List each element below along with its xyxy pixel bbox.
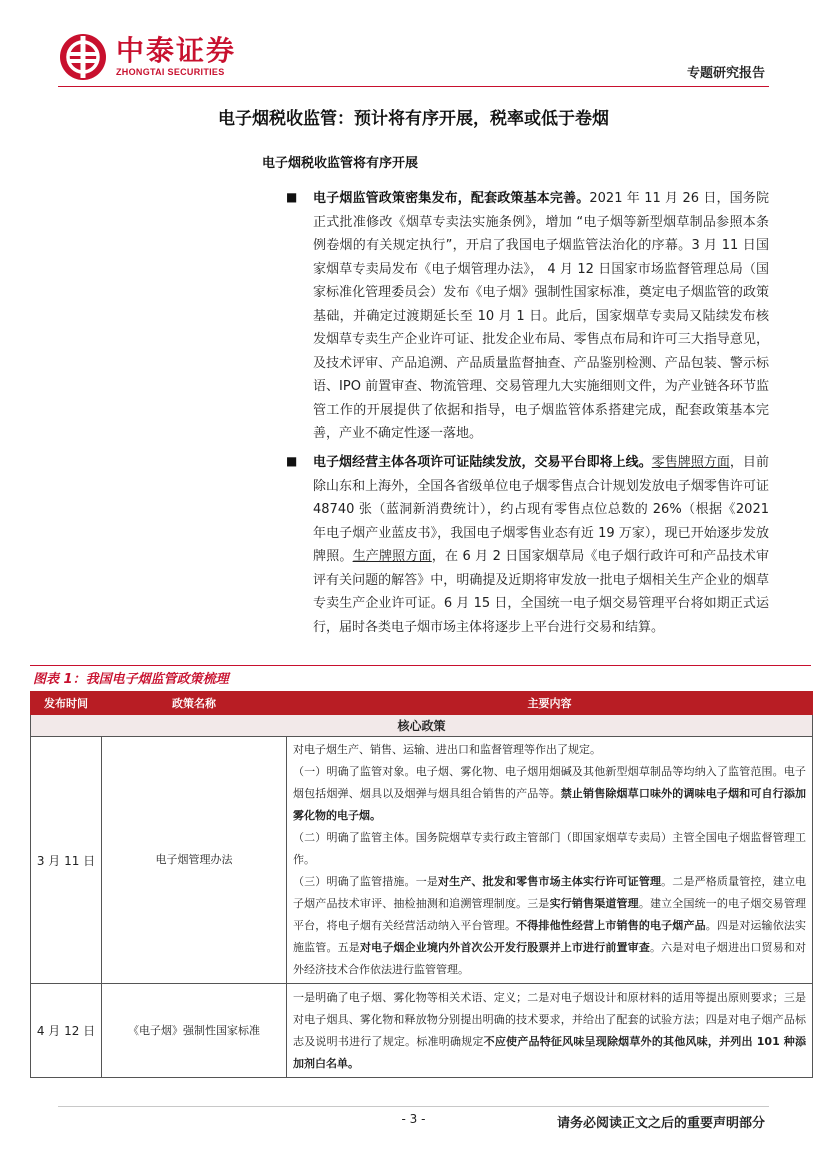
content-text: （一）明确了监管对象。电子烟、雾化物、电子烟用烟碱及其他新型烟草制品等均纳入了监管范围。电子烟包括烟弹、烟具以及烟弹与烟具组合销售的产品等。 — [293, 765, 806, 800]
paragraph-body: ，目前除山东和上海外，全国各省级单位电子烟零售点合计规划发放电子烟零售许可证 48740 张（蓝洞新消费统计），约占现有零售点位总数的 26%（根据《2021 年电子烟产业蓝皮书》，我国电子烟零售业态有近 19 万家），现已开始逐步发放牌照。 — [313, 455, 769, 564]
logo-chinese-name: 中泰证券 — [116, 34, 237, 67]
logo-english-name: ZHONGTAI SECURITIES — [116, 67, 225, 77]
table-row — [31, 984, 813, 1078]
paragraph-body: ，在 6 月 2 日国家烟草局《电子烟行政许可和产品技术审评有关问题的解答》中，明确提及近期将审发放一批电子烟相关生产企业的烟草专卖生产企业许可证。6 月 15 日，全国统一电子烟交易管理平台将如期正式运行，届时各类电子烟市场主体将逐步上平台进行交易和结算。 — [313, 549, 769, 635]
page-title: 电子烟税收监管：预计将有序开展，税率或低于卷烟 — [218, 109, 609, 129]
figure-title: 图表 1：我国电子烟监管政策梳理 — [33, 672, 229, 687]
company-logo — [58, 32, 236, 82]
table-row — [31, 737, 813, 984]
row-policy-name: 《电子烟》强制性国家标准 — [102, 984, 287, 1078]
paragraph-lead: 电子烟经营主体各项许可证陆续发放，交易平台即将上线。 — [313, 455, 652, 470]
production-license-heading: 生产牌照方面 — [352, 549, 432, 564]
content-emphasis: 不得排他性经营上市销售的电子烟产品 — [516, 919, 706, 932]
content-text: 。四是对运输依法实施监管。五是 — [293, 919, 807, 954]
row-policy-name: 电子烟管理办法 — [102, 737, 287, 984]
bullet-square-icon: ■ — [286, 454, 298, 468]
paragraph-policy — [313, 187, 769, 446]
table-group-row: 核心政策 — [31, 715, 813, 737]
column-header-date: 发布时间 — [31, 692, 102, 715]
content-text: 。六是对电子烟进出口贸易和对外经济技术合作依法进行监管管理。 — [293, 941, 807, 976]
paragraph-licenses — [313, 451, 769, 639]
content-paragraph: （二）明确了监管主体。国务院烟草专卖行政主管部门（即国家烟草专卖局）主管全国电子烟监督管理工作。 — [293, 831, 806, 866]
footer-disclaimer: 请务必阅读正文之后的重要声明部分 — [556, 1116, 765, 1131]
content-paragraph — [293, 761, 806, 827]
row-content — [287, 984, 813, 1078]
row-date: 3 月 11 日 — [31, 737, 102, 984]
report-type-label: 专题研究报告 — [686, 66, 765, 81]
content-emphasis: 对电子烟企业境内外首次公开发行股票并上市进行前置审查 — [359, 941, 650, 954]
page-number: - 3 - — [401, 1112, 426, 1126]
content-emphasis: 不应使产品特征风味呈现除烟草外的其他风味，并列出 101 种添加剂白名单。 — [293, 1034, 806, 1070]
figure-top-divider — [30, 665, 811, 666]
paragraph-body: 2021 年 11 月 26 日，国务院正式批准修改《烟草专卖法实施条例》，增加 “电子烟等新型烟草制品参照本条例卷烟的有关规定执行”，开启了我国电子烟监管法治化的序幕。3 月 11 日国家烟草专卖局发布《电子烟管理办法》， 4 月 12 日国家市场监督管理总局（国家标准化管理委员会）发布《电子烟》强制性国家标准，奠定电子烟监管的政策基础，并确定过渡期延长至 10 月 1 日。此后，国家烟草专卖局又陆续发布核发烟草专卖生产企业许可证、批发企业布局、零售点布局和许可三大指导意见，及技术评审、产品追溯、产品质量监督抽查、产品鉴别检测、产品包装、警示标语、IPO 前置审查、物流管理、交易管理九大实施细则文件，为产业链各环节监管工作的开展提供了依据和指导，电子烟监管体系搭建完成，配套政策基本完善，产业不确定性逐一落地。 — [313, 191, 769, 441]
row-date: 4 月 12 日 — [31, 984, 102, 1078]
content-text: 一是明确了电子烟、雾化物等相关术语、定义；二是对电子烟设计和原材料的适用等提出原则要求；三是对电子烟具、雾化物和释放物分别提出明确的技术要求，并给出了配套的试验方法；四是对电子烟产品标志及说明书进行了规定。标准明确规定 — [293, 990, 806, 1048]
policy-table — [30, 691, 813, 1078]
content-paragraph: 对电子烟生产、销售、运输、进出口和监督管理等作出了规定。 — [293, 743, 601, 756]
bullet-square-icon: ■ — [286, 190, 298, 204]
retail-license-heading: 零售牌照方面 — [651, 455, 730, 470]
header-divider — [58, 86, 769, 87]
content-text: 。建立全国统一的电子烟交易管理平台，将电子烟有关经营活动纳入平台管理。 — [293, 897, 807, 932]
content-text: （三）明确了监管措施。一是 — [293, 875, 439, 888]
row-content — [287, 737, 813, 984]
content-text: 。二是严格质量管控，建立电子烟产品技术审评、抽检抽测和追溯管理制度。三是 — [293, 875, 807, 910]
content-emphasis: 对生产、批发和零售市场主体实行许可证管理 — [438, 875, 662, 888]
content-emphasis: 实行销售渠道管理 — [549, 897, 639, 910]
paragraph-lead: 电子烟监管政策密集发布，配套政策基本完善。 — [313, 191, 590, 206]
content-emphasis: 禁止销售除烟草口味外的调味电子烟和可自行添加雾化物的电子烟。 — [293, 787, 806, 822]
zhongtai-logo-icon — [58, 32, 108, 82]
content-paragraph — [293, 871, 806, 981]
section-title: 电子烟税收监管将有序开展 — [262, 156, 419, 171]
column-header-content: 主要内容 — [287, 692, 813, 715]
column-header-policy-name: 政策名称 — [102, 692, 287, 715]
footer-divider — [58, 1106, 769, 1107]
